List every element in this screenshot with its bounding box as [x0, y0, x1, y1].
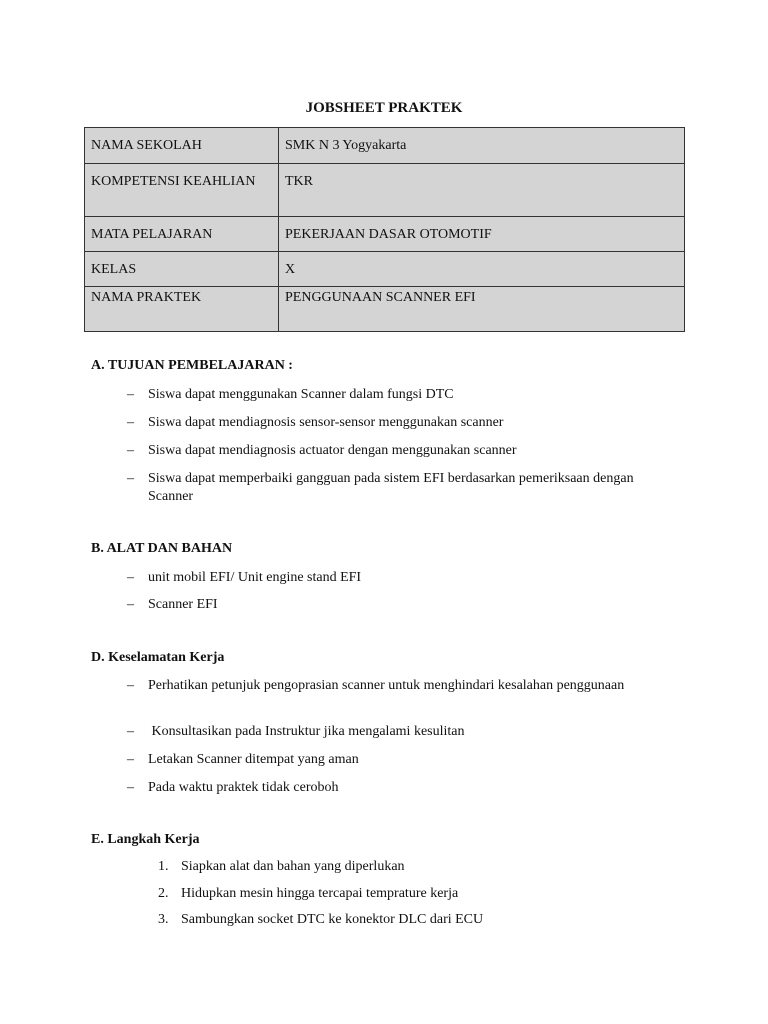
bullet-dash: –	[127, 570, 134, 585]
row-label: KELAS	[85, 252, 279, 287]
row-label: NAMA PRAKTEK	[85, 287, 279, 332]
step-item	[158, 858, 638, 876]
bullet-dash: –	[127, 678, 134, 693]
list-item-text: Siswa dapat mendiagnosis actuator dengan menggunakan scanner	[148, 443, 517, 458]
section-heading-tujuan: A. TUJUAN PEMBELAJARAN :	[91, 358, 293, 373]
list-item	[127, 569, 647, 587]
row-value: TKR	[279, 164, 685, 217]
step-text: Sambungkan socket DTC ke konektor DLC dari ECU	[181, 912, 484, 927]
list-item	[127, 751, 647, 769]
info-table	[84, 127, 685, 332]
row-label: MATA PELAJARAN	[85, 217, 279, 252]
list-item	[127, 723, 647, 741]
step-text: Hidupkan mesin hingga tercapai temprature kerja	[181, 886, 459, 901]
list-item-text: Pada waktu praktek tidak ceroboh	[148, 780, 339, 795]
list-item-text: unit mobil EFI/ Unit engine stand EFI	[148, 570, 362, 585]
row-value: PENGGUNAAN SCANNER EFI	[279, 287, 685, 332]
section-heading-alat: B. ALAT DAN BAHAN	[91, 541, 233, 556]
section-heading-keselamatan: D. Keselamatan Kerja	[91, 650, 225, 665]
list-item	[127, 442, 647, 460]
list-item	[127, 779, 647, 797]
table-row	[85, 164, 685, 217]
bullet-dash: –	[127, 415, 134, 430]
row-value: X	[279, 252, 685, 287]
step-item	[158, 911, 638, 929]
table-row	[85, 287, 685, 332]
bullet-dash: –	[127, 780, 134, 795]
list-item	[127, 414, 647, 432]
bullet-dash: –	[127, 752, 134, 767]
step-item	[158, 885, 638, 903]
page-title: JOBSHEET PRAKTEK	[305, 100, 463, 116]
row-value: SMK N 3 Yogyakarta	[279, 128, 685, 164]
step-number: 3.	[158, 912, 169, 927]
row-value: PEKERJAAN DASAR OTOMOTIF	[279, 217, 685, 252]
step-number: 2.	[158, 886, 169, 901]
table-row	[85, 217, 685, 252]
bullet-dash: –	[127, 443, 134, 458]
table-row	[85, 128, 685, 164]
step-text: Siapkan alat dan bahan yang diperlukan	[181, 859, 405, 874]
list-item-text: Siswa dapat menggunakan Scanner dalam fungsi DTC	[148, 387, 454, 402]
list-item	[127, 470, 647, 506]
bullet-dash: –	[127, 387, 134, 402]
row-label: KOMPETENSI KEAHLIAN	[85, 164, 279, 217]
bullet-dash: –	[127, 471, 134, 486]
row-label: NAMA SEKOLAH	[85, 128, 279, 164]
bullet-dash: –	[127, 597, 134, 612]
list-item-text: Scanner EFI	[148, 597, 218, 612]
list-item-text: Perhatikan petunjuk pengoprasian scanner untuk menghindari kesalahan penggunaan	[148, 678, 625, 693]
step-number: 1.	[158, 859, 169, 874]
list-item-text: Letakan Scanner ditempat yang aman	[148, 752, 359, 767]
list-item-text: Siswa dapat memperbaiki gangguan pada sistem EFI berdasarkan pemeriksaan dengan Scanner	[148, 471, 634, 504]
list-item	[127, 677, 647, 695]
section-heading-langkah: E. Langkah Kerja	[91, 832, 200, 847]
list-item-text: Siswa dapat mendiagnosis sensor-sensor menggunakan scanner	[148, 415, 504, 430]
list-item-text: Konsultasikan pada Instruktur jika mengalami kesulitan	[148, 724, 465, 739]
table-row	[85, 252, 685, 287]
list-item	[127, 386, 647, 404]
bullet-dash: –	[127, 724, 134, 739]
list-item	[127, 596, 647, 614]
